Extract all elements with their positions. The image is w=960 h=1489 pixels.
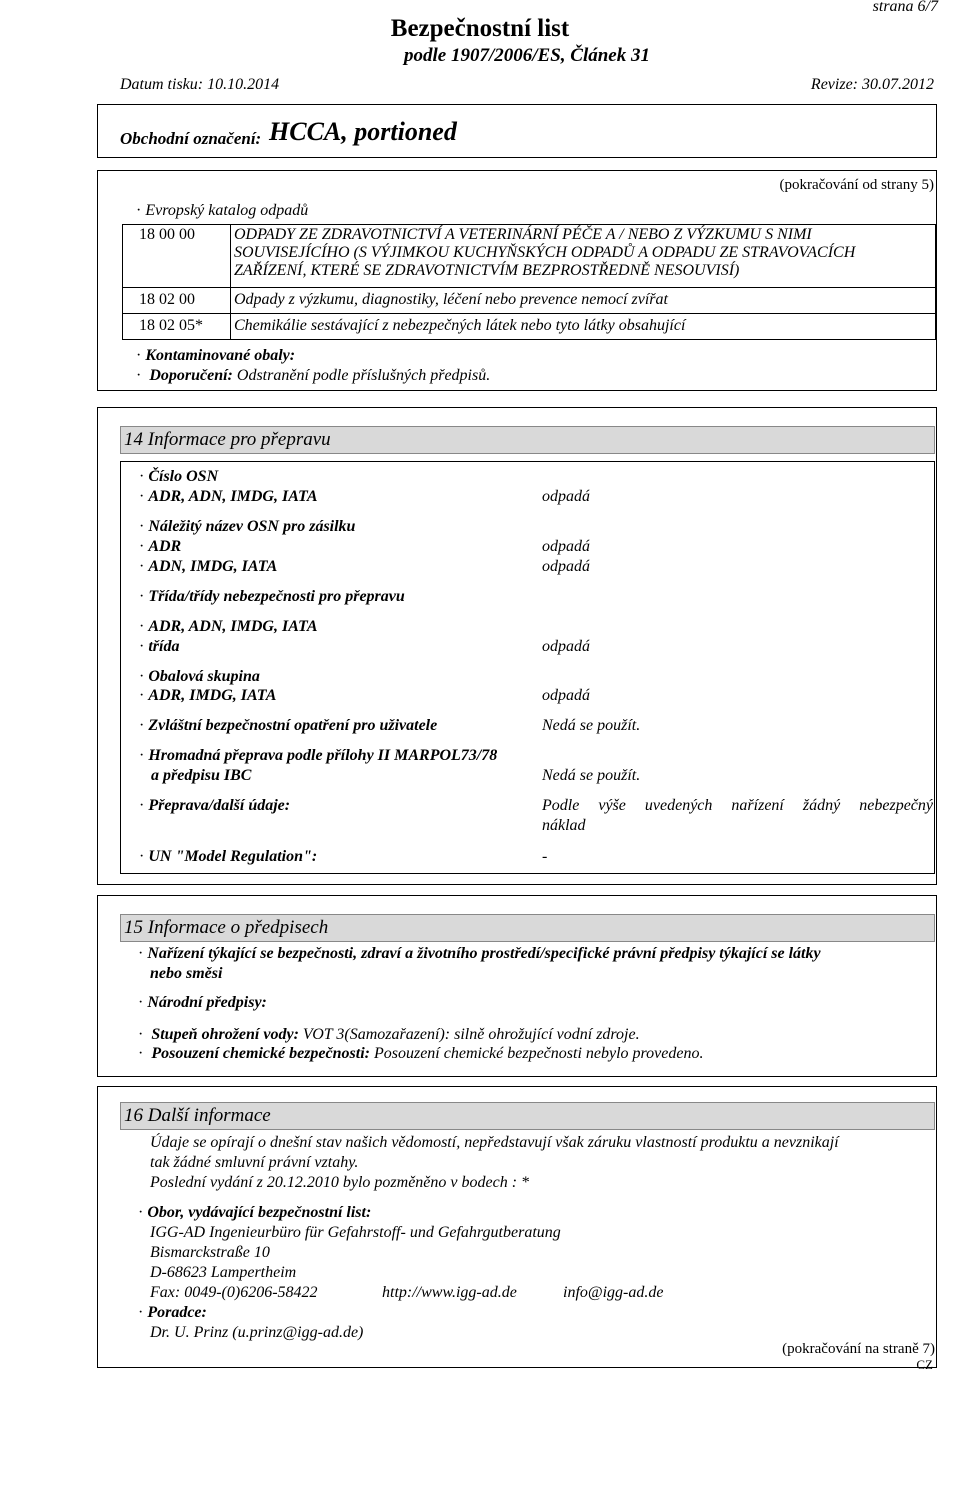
un-number-label: · Číslo OSN: [139, 468, 218, 486]
un-number-modes: · ADR, ADN, IMDG, IATA: [139, 488, 318, 506]
model-regulation-value: -: [542, 848, 548, 865]
issuer-street: Bismarckstraße 10: [150, 1244, 270, 1261]
waste-catalog-label: · Evropský katalog odpadů: [136, 202, 308, 220]
language-code: CZ: [916, 1357, 933, 1372]
regulation-text: · Nařízení týkající se bezpečnosti, zdraví a životního prostředí/specifické právní předpisy týkající se látky: [138, 945, 821, 963]
waste-code: 18 00 00: [139, 226, 195, 243]
advisor-label: · Poradce:: [138, 1304, 207, 1322]
waste-text: ZAŘÍZENÍ, KTERÉ SE ZDRAVOTNICTVÍM BEZPROSTŘEDNĚ NESOUVISÍ): [234, 262, 740, 279]
national-regulations-label: · Národní předpisy:: [138, 994, 267, 1012]
continued-to: (pokračování na straně 7): [782, 1341, 935, 1357]
chemical-safety: [138, 1045, 703, 1063]
packing-value: odpadá: [542, 687, 590, 704]
shipping-adr: · ADR: [139, 538, 181, 556]
waste-text: SOUVISEJÍCÍHO (S VÝJIMKOU KUCHYŇSKÝCH ODPADŮ A ODPADU ZE STRAVOVACÍCH: [234, 244, 856, 261]
continued-from: (pokračování od strany 5): [779, 177, 934, 193]
transport-box: [120, 461, 935, 874]
waste-code: 18 02 05*: [139, 317, 203, 334]
bulk-transport-label: · Hromadná přeprava podle přílohy II MARPOL73/78: [139, 747, 497, 765]
shipping-adr-value: odpadá: [542, 538, 590, 555]
section-16-title: 16 Další informace: [120, 1102, 935, 1130]
regulation-text-2: nebo směsi: [150, 965, 223, 982]
additional-info-2: tak žádné smluvní právní vztahy.: [150, 1154, 359, 1171]
email-link[interactable]: info@igg-ad.de: [563, 1284, 664, 1301]
recommendation-value: Odstranění podle příslušných předpisů.: [236, 367, 491, 384]
section-15-title: 15 Informace o předpisech: [120, 914, 935, 942]
packing-modes: · ADR, IMDG, IATA: [139, 687, 276, 705]
waste-code: 18 02 00: [139, 291, 195, 308]
contaminated-packaging-label: · Kontaminované obaly:: [136, 347, 295, 365]
transport-info-label: · Přeprava/další údaje:: [139, 797, 290, 815]
issuer-name: IGG-AD Ingenieurbüro für Gefahrstoff- und Gefahrgutberatung: [150, 1224, 561, 1241]
transport-info-value: Podle výše uvedených nařízení žádný nebezpečný: [542, 797, 933, 814]
special-precautions-label: · Zvláštní bezpečnostní opatření pro uživatele: [139, 717, 437, 735]
page-number: strana 6/7: [872, 0, 938, 15]
class-label: · třída: [139, 638, 179, 656]
trade-name: HCCA, portioned: [269, 117, 457, 146]
hazard-modes: · ADR, ADN, IMDG, IATA: [139, 618, 318, 636]
hazard-class-label: · Třída/třídy nebezpečnosti pro přepravu: [139, 588, 405, 606]
chemical-safety-label: Posouzení chemické bezpečnosti:: [151, 1045, 370, 1062]
shipping-name-label: · Náležitý název OSN pro zásilku: [139, 518, 355, 536]
fax: Fax: 0049-(0)6206-58422: [150, 1284, 318, 1301]
website-link[interactable]: http://www.igg-ad.de: [382, 1284, 517, 1301]
recommendation: [136, 367, 490, 385]
shipping-other-value: odpadá: [542, 558, 590, 575]
special-precautions-value: Nedá se použít.: [542, 717, 641, 734]
model-regulation-label: · UN "Model Regulation":: [139, 848, 317, 866]
trade-name-box: [97, 104, 937, 158]
recommendation-label: Doporučení:: [149, 367, 233, 384]
revision-date: Revize: 30.07.2012: [810, 76, 934, 93]
packing-group-label: · Obalová skupina: [139, 668, 260, 686]
waste-section: [97, 170, 937, 391]
trade-name-label: Obchodní označení:: [120, 129, 262, 148]
waste-text: Chemikálie sestávající z nebezpečných látek nebo tyto látky obsahující: [234, 317, 686, 334]
water-hazard-label: Stupeň ohrožení vody:: [151, 1026, 299, 1043]
water-hazard-value: VOT 3(Samozařazení): silně ohrožující vodní zdroje.: [302, 1026, 640, 1043]
issuer-label: · Obor, vydávající bezpečnostní list:: [138, 1204, 371, 1222]
additional-info: Údaje se opírají o dnešní stav našich vědomostí, nepředstavují však záruku vlastností produktu a nevznikají: [150, 1134, 839, 1151]
water-hazard: [138, 1026, 640, 1044]
chemical-safety-value: Posouzení chemické bezpečnosti nebylo provedeno.: [373, 1045, 704, 1062]
waste-text: ODPADY ZE ZDRAVOTNICTVÍ A VETERINÁRNÍ PÉČE A / NEBO Z VÝZKUMU S NIMI: [234, 226, 812, 243]
class-value: odpadá: [542, 638, 590, 655]
advisor-value: Dr. U. Prinz (u.prinz@igg-ad.de): [150, 1324, 364, 1341]
waste-table: [122, 224, 936, 340]
transport-info-value-2: náklad: [542, 817, 586, 834]
issuer-city: D-68623 Lampertheim: [150, 1264, 297, 1281]
waste-text: Odpady z výzkumu, diagnostiky, léčení nebo prevence nemocí zvířat: [234, 291, 668, 308]
un-number-value: odpadá: [542, 488, 590, 505]
shipping-other: · ADN, IMDG, IATA: [139, 558, 277, 576]
section-14-title: 14 Informace pro přepravu: [120, 426, 935, 454]
bulk-transport-label-2: a předpisu IBC: [151, 767, 252, 784]
bulk-transport-value: Nedá se použít.: [542, 767, 641, 784]
print-date: Datum tisku: 10.10.2014: [120, 76, 280, 93]
document-title: Bezpečnostní list: [390, 15, 570, 42]
document-subtitle: podle 1907/2006/ES, Článek 31: [404, 45, 650, 66]
last-issue: Poslední vydání z 20.12.2010 bylo pozměněno v bodech : *: [150, 1174, 530, 1191]
